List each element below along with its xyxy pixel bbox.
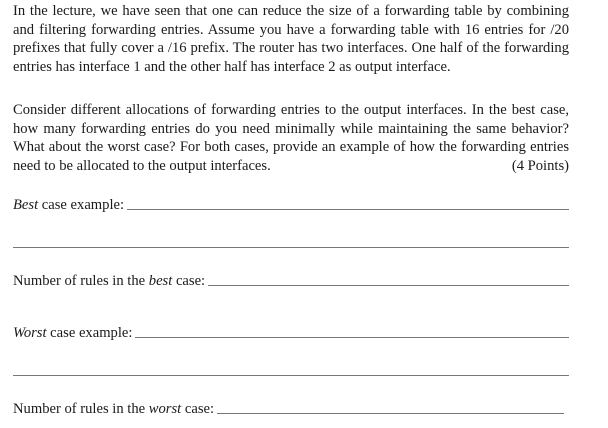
best-case-rules-label (13, 272, 205, 290)
worst-case-example-answer-line-2[interactable] (13, 375, 569, 376)
best-case-rules-field (13, 272, 569, 290)
best-case-example-field (13, 196, 569, 214)
worst-case-example-field (13, 324, 569, 342)
best-case-example-answer-line[interactable] (127, 208, 569, 210)
worst-word: Worst (13, 325, 47, 341)
best-case-example-label (13, 196, 124, 214)
question-paragraph-2 (13, 101, 569, 175)
best-case-rules-answer-line[interactable] (208, 284, 569, 286)
worst-case-rules-answer-line[interactable] (217, 412, 564, 414)
best-word: Best (13, 197, 39, 213)
best-example-rest: case example: (38, 197, 125, 213)
worst-case-rules-label (13, 400, 214, 418)
best-rules-suffix: case: (172, 273, 206, 289)
question-paragraph-2-text: Consider different allocations of forwarding entries to the output interfaces. In the best case, how many forwarding entries do you need minimally while maintaining the same behavior? What about the worst case? For both cases, provide an example of how the forwarding entries need to be allocated to the output interfaces. (13, 102, 569, 174)
best-rules-word: best (148, 273, 173, 289)
worst-case-example-label (13, 324, 132, 342)
worst-case-rules-field (13, 400, 564, 418)
best-case-example-answer-line-2[interactable] (13, 247, 569, 248)
worst-rules-suffix: case: (181, 401, 215, 417)
worst-example-rest: case example: (46, 325, 133, 341)
points-label: (4 Points) (511, 157, 569, 174)
worst-rules-prefix: Number of rules in the (13, 401, 149, 417)
question-paragraph-1: In the lecture, we have seen that one can reduce the size of a forwarding table by combining and filtering forwarding entries. Assume you have a forwarding table with 16 entries for /20 prefixes that fully cover a /16 prefix. The router has two interfaces. One half of the forwarding entries has interface 1 and the other half has interface 2 as output interface. (13, 3, 569, 75)
worst-rules-word: worst (148, 401, 182, 417)
worst-case-example-answer-line[interactable] (135, 336, 569, 338)
best-rules-prefix: Number of rules in the (13, 273, 149, 289)
